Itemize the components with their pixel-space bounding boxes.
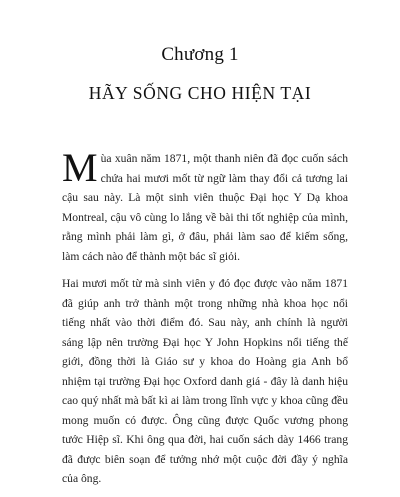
paragraph-1 bbox=[62, 145, 348, 266]
chapter-number: Chương 1 bbox=[161, 44, 239, 65]
paragraph-2 bbox=[62, 274, 348, 489]
chapter-title: HÃY SỐNG CHO HIỆN TẠI bbox=[88, 83, 312, 103]
chapter-body bbox=[62, 145, 348, 497]
drop-cap: M bbox=[62, 145, 98, 190]
paragraph-2-text: Hai mươi mốt từ mà sinh viên y đó đọc được vào năm 1871 đã giúp anh trở thành một trong những nhà khoa học nổi tiếng nhất vào thời điểm đó. Sau này, anh chính là người sáng lập nên trường Đại học Y John Hopkins nổi tiếng thế giới, đồng thời là Giáo sư y khoa do Hoàng gia Anh bổ nhiệm tại trường Đại học Oxford danh giá - đây là danh hiệu cao quý nhất mà bất kì ai làm trong lĩnh vực y khoa cũng đều mong muốn có được. Ông cũng được Quốc vương phong tước Hiệp sĩ. Khi ông qua đời, hai cuốn sách dày 1466 trang đã được biên soạn để tưởng nhớ một cuộc đời đầy ý nghĩa của ông. bbox=[62, 277, 348, 485]
paragraph-1-text: ùa xuân năm 1871, một thanh niên đã đọc cuốn sách chứa hai mươi mốt từ ngữ làm thay đổi cả tương lai cậu sau này. Là một sinh viên thuộc Đại học Y Dạ khoa Montreal, cậu vô cùng lo lắng về bài thi tốt nghiệp của mình, rằng mình phải làm gì, ở đâu, phải làm sao để kiếm sống, làm cách nào để thành một bác sĩ giỏi. bbox=[62, 152, 348, 263]
